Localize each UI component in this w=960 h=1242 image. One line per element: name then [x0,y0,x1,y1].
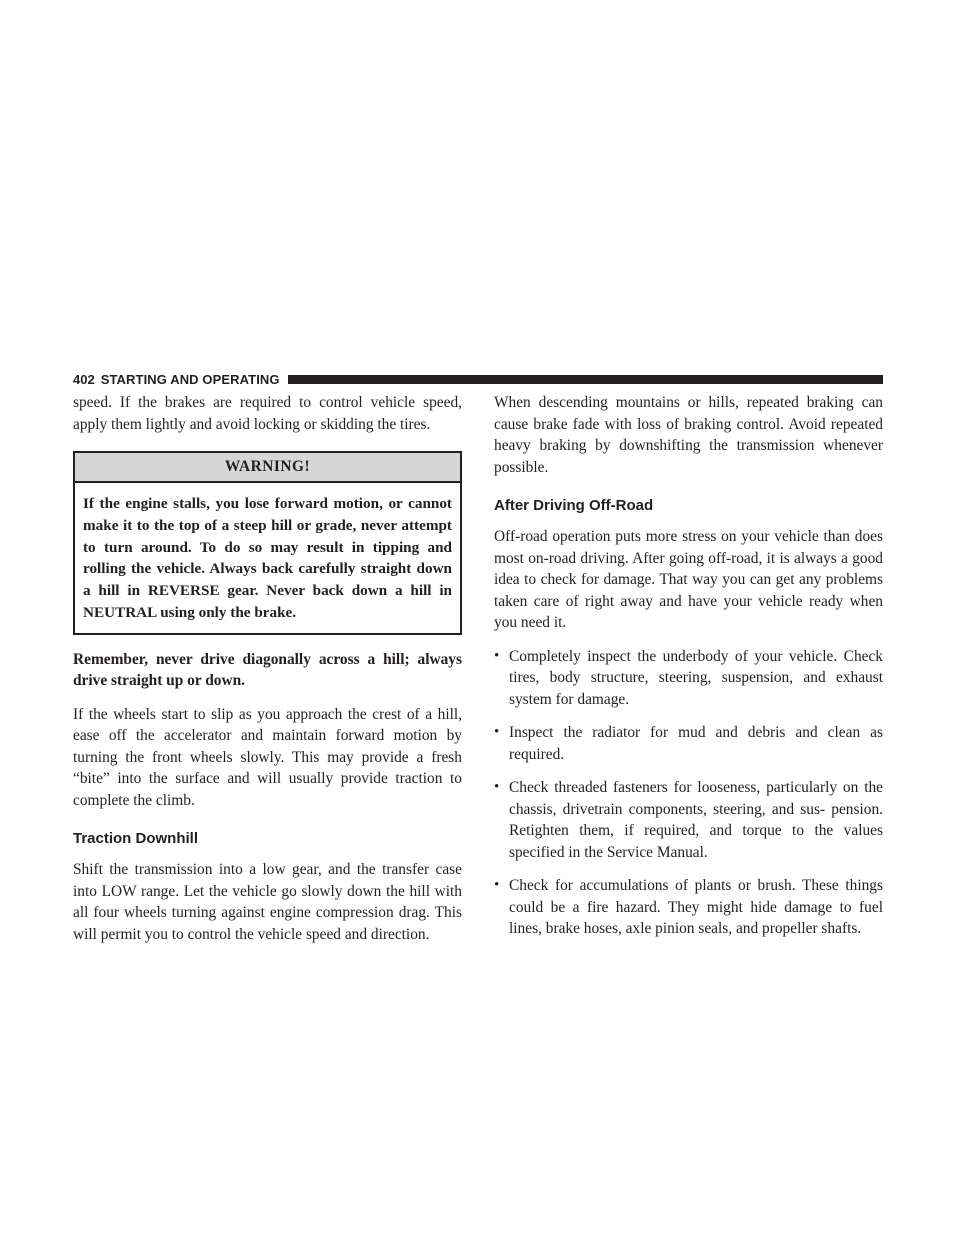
list-item [494,875,883,940]
wheels-paragraph: If the wheels start to slip as you approach the crest of a hill, ease off the accelerator and maintain forward motion by turning the front wheels slowly. This may provide a fresh “bite” into the surface and will usually provide traction to complete the climb. [73,705,462,809]
list-item-text: Check for accumulations of plants or brush. These things could be a fire hazard. They might hide damage to fuel lines, brake hoses, axle pinion seals, and propeller shafts. [509,877,883,937]
right-column [494,392,883,952]
page-number: 402 [73,371,95,387]
remember-paragraph: Remember, never drive diagonally across a hill; always drive straight up or down. [73,650,462,690]
section-title: STARTING AND OPERATING [100,371,280,387]
list-item [494,646,883,711]
list-item-text: Inspect the radiator for mud and debris and clean as required. [509,724,883,763]
header-rule [288,375,883,384]
traction-downhill-heading: Traction Downhill [73,830,199,848]
warning-box [73,451,462,635]
after-driving-paragraph: Off-road operation puts more stress on your vehicle than does most on-road driving. After going off-road, it is always a good idea to check for damage. That way you can get any problems taken care of right away and have your vehicle ready when you need it. [494,528,883,631]
inspection-list [494,646,883,940]
warning-title: WARNING! [75,453,460,483]
bullet-icon: • [494,724,500,740]
list-item-text: Completely inspect the underbody of your vehicle. Check tires, body structure, steering, suspension, and exhaust system for damage. [509,647,883,708]
bullet-icon: • [494,877,500,893]
warning-body: If the engine stalls, you lose forward motion, or cannot make it to the top of a steep hill or grade, never attempt to turn around. To do so may result in tipping and rolling the vehicle. Always back carefully straight down a hill in REVERSE gear. Never back down a hill in NEUTRAL using only the brake. [83,495,452,621]
left-column [73,392,462,957]
list-item-text: Check threaded fasteners for looseness, particularly on the chassis, drivetrain components, steering, and sus- pension. Retighten them, if required, and torque to the values specified in the Service Manual. [509,779,883,861]
list-item [494,777,883,863]
descending-paragraph: When descending mountains or hills, repeated braking can cause brake fade with loss of braking control. Avoid repeated heavy braking by downshifting the transmission whenever possible. [494,394,883,476]
bullet-icon: • [494,779,500,795]
traction-downhill-paragraph: Shift the transmission into a low gear, and the transfer case into LOW range. Let the vehicle go slowly down the hill with all four wheels turning against engine compression drag. This will permit you to control the vehicle speed and direction. [73,861,462,943]
after-driving-heading: After Driving Off-Road [494,497,654,514]
intro-paragraph: speed. If the brakes are required to control vehicle speed, apply them lightly and avoid locking or skidding the tires. [73,394,462,433]
list-item [494,722,883,765]
page-header [73,370,883,388]
bullet-icon: • [494,647,500,664]
